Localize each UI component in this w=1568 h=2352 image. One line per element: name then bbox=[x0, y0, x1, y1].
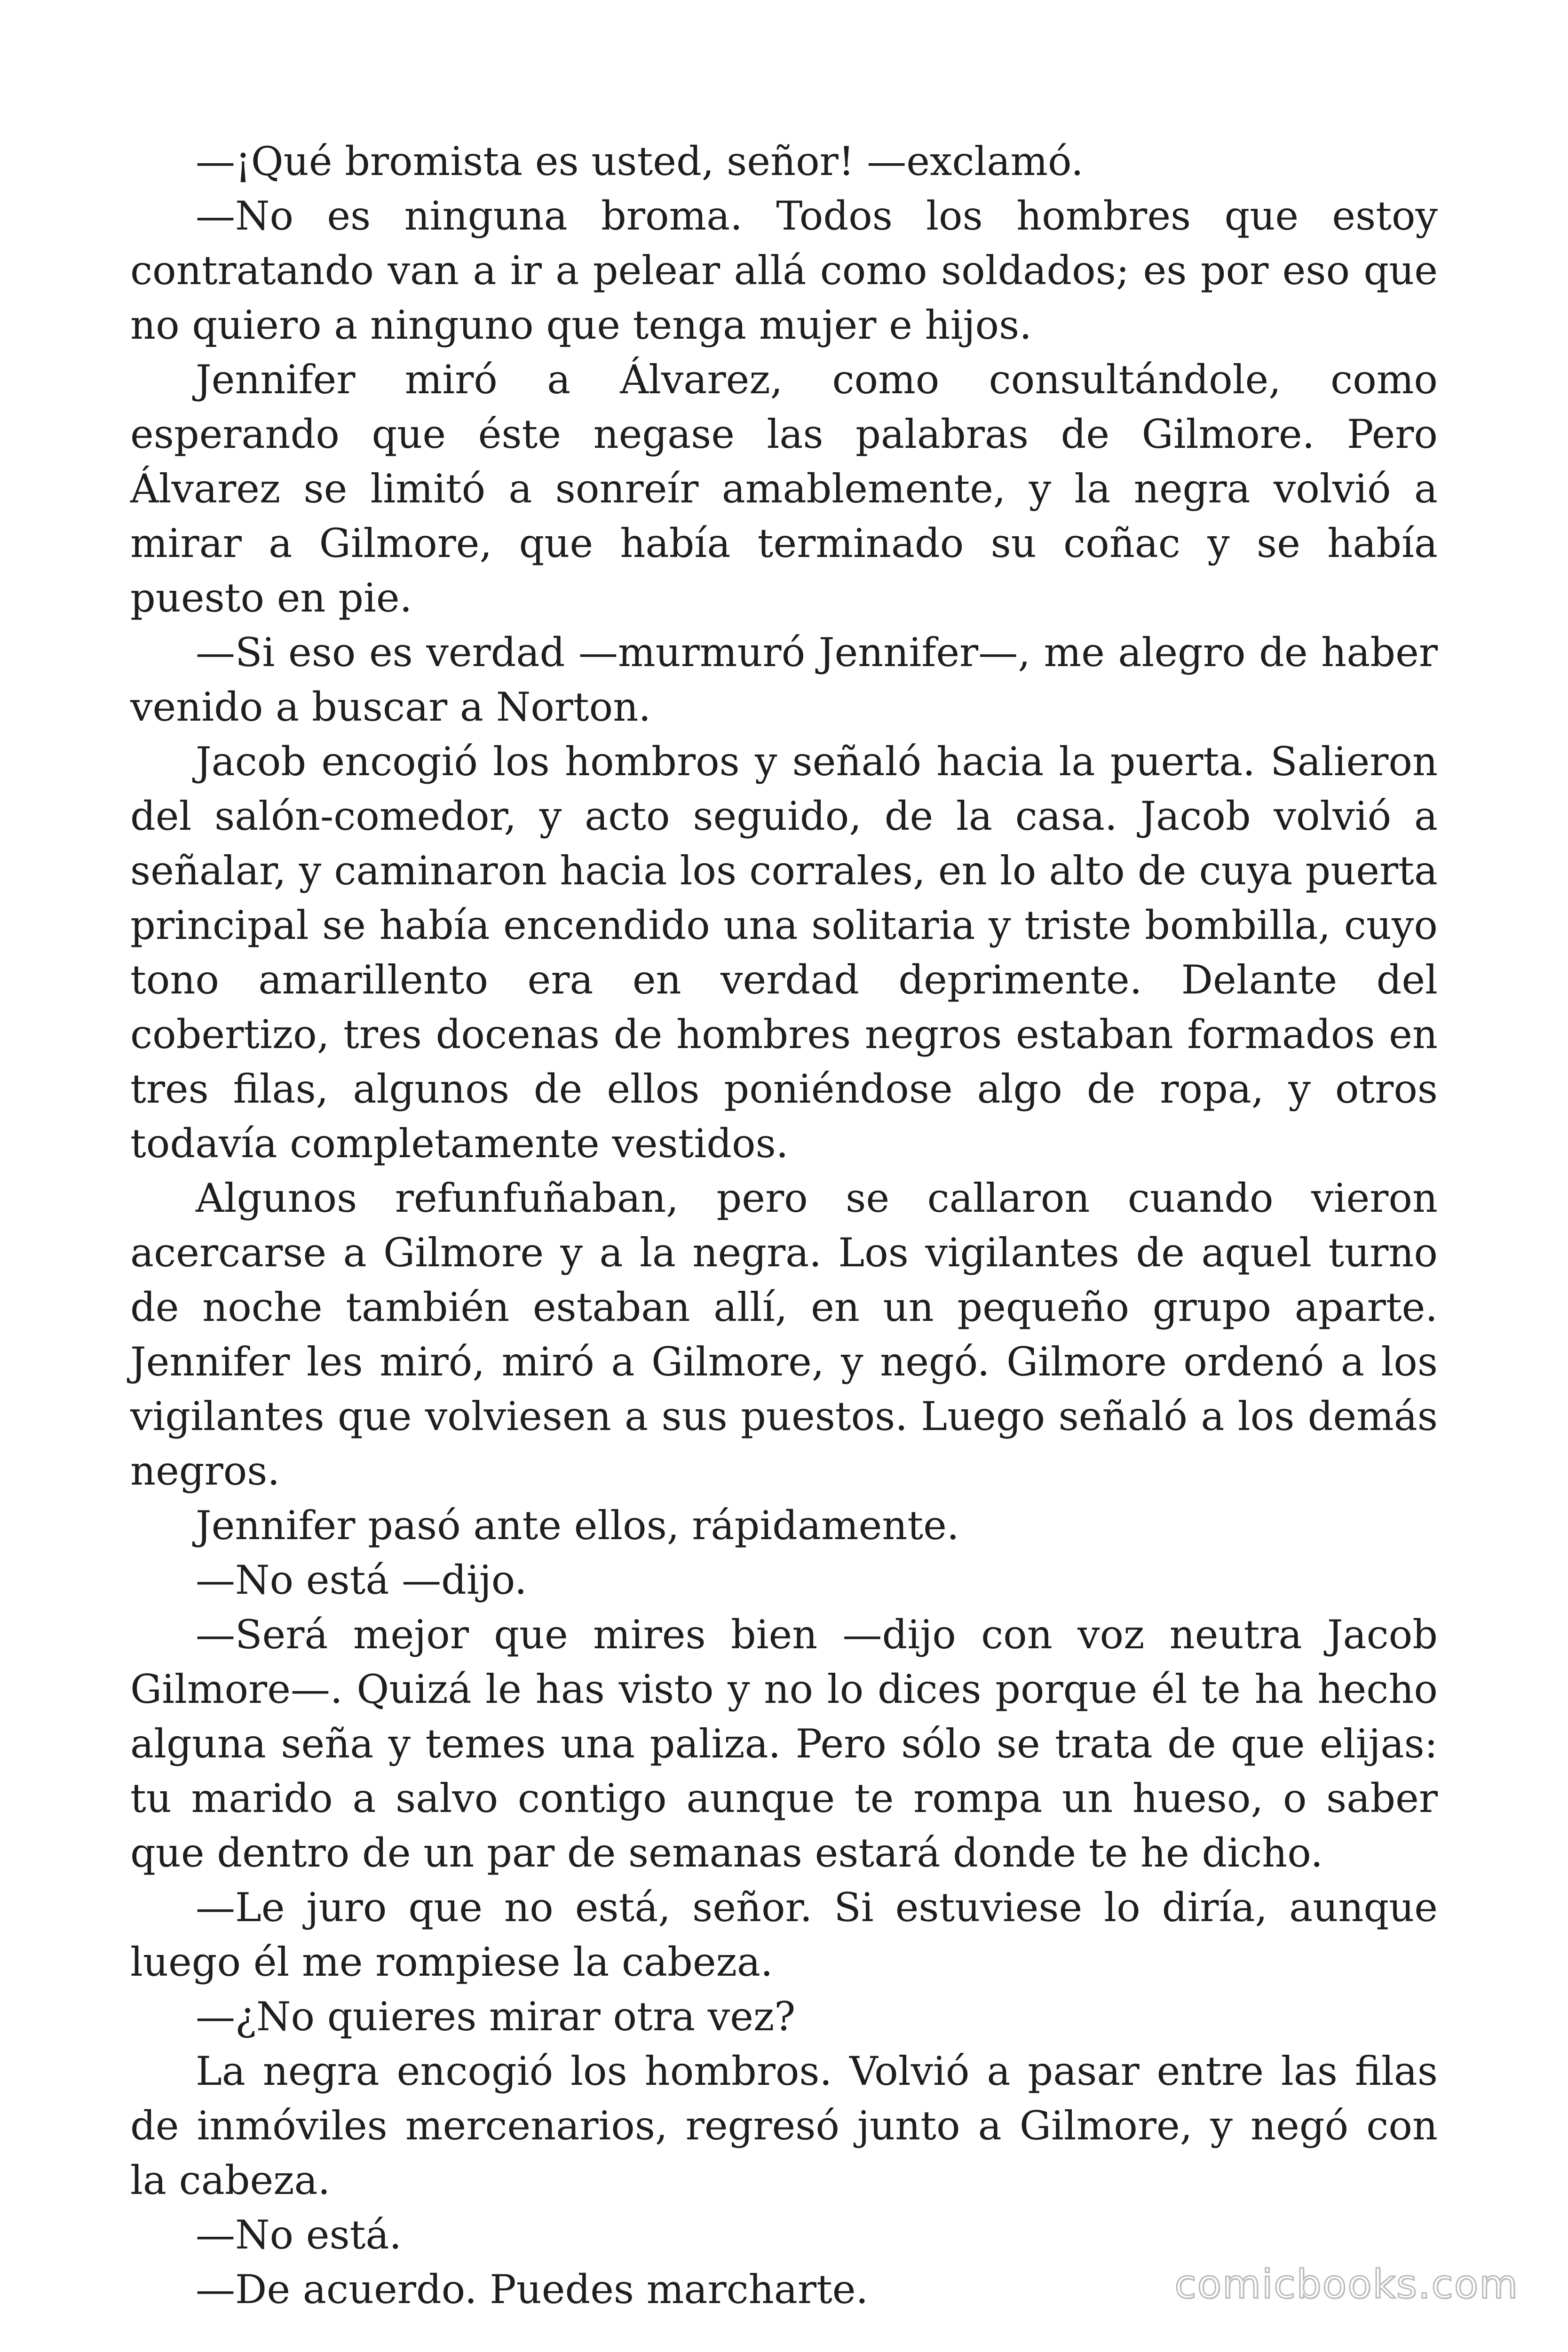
paragraph: —No es ninguna broma. Todos los hombres que estoy contratando van a ir a pelear allá como soldados; es por eso que no quiero a ninguno que tenga mujer e hijos. bbox=[130, 193, 1438, 348]
paragraph: Jennifer miró a Álvarez, como consultándole, como esperando que éste negase las palabras de Gilmore. Pero Álvarez se limitó a sonreír amablemente, y la negra volvió a mirar a Gilmore, que había terminado su coñac y se había puesto en pie. bbox=[130, 357, 1438, 621]
paragraph: —Será mejor que mires bien —dijo con voz neutra Jacob Gilmore—. Quizá le has visto y no lo dices porque él te ha hecho alguna seña y temes una paliza. Pero sólo se trata de que elijas: tu marido a salvo contigo aunque te rompa un hueso, o saber que dentro de un par de semanas estará donde te he dicho. bbox=[130, 1612, 1438, 1876]
book-page-text bbox=[130, 134, 1438, 2317]
paragraph: —¿No quieres mirar otra vez? bbox=[196, 1994, 796, 2040]
paragraph: Jacob encogió los hombros y señaló hacia la puerta. Salieron del salón-comedor, y acto seguido, de la casa. Jacob volvió a señalar, y caminaron hacia los corrales, en lo alto de cuya puerta principal se había encendido una solitaria y triste bombilla, cuyo tono amarillento era en verdad deprimente. Delante del cobertizo, tres docenas de hombres negros estaban formados en tres filas, algunos de ellos poniéndose algo de ropa, y otros todavía completamente vestidos. bbox=[130, 739, 1438, 1167]
paragraph: —No está. bbox=[196, 2212, 402, 2258]
paragraph: —Si eso es verdad —murmuró Jennifer—, me alegro de haber venido a buscar a Norton. bbox=[130, 629, 1438, 730]
paragraph: La negra encogió los hombros. Volvió a pasar entre las filas de inmóviles mercenarios, regresó junto a Gilmore, y negó con la cabeza. bbox=[130, 2048, 1438, 2203]
paragraph: —De acuerdo. Puedes marcharte. bbox=[196, 2266, 869, 2312]
paragraph: Jennifer pasó ante ellos, rápidamente. bbox=[196, 1502, 959, 1549]
paragraph: —Le juro que no está, señor. Si estuviese lo diría, aunque luego él me rompiese la cabeza. bbox=[130, 1884, 1438, 1985]
paragraph: Algunos refunfuñaban, pero se callaron cuando vieron acercarse a Gilmore y a la negra. Los vigilantes de aquel turno de noche también estaban allí, en un pequeño grupo aparte. Jennifer les miró, miró a Gilmore, y negó. Gilmore ordenó a los vigilantes que volviesen a sus puestos. Luego señaló a los demás negros. bbox=[130, 1175, 1438, 1494]
paragraph: —No está —dijo. bbox=[196, 1557, 527, 1603]
watermark: comicbooks.com bbox=[1174, 2261, 1519, 2307]
paragraph: —¡Qué bromista es usted, señor! —exclamó. bbox=[196, 138, 1084, 184]
